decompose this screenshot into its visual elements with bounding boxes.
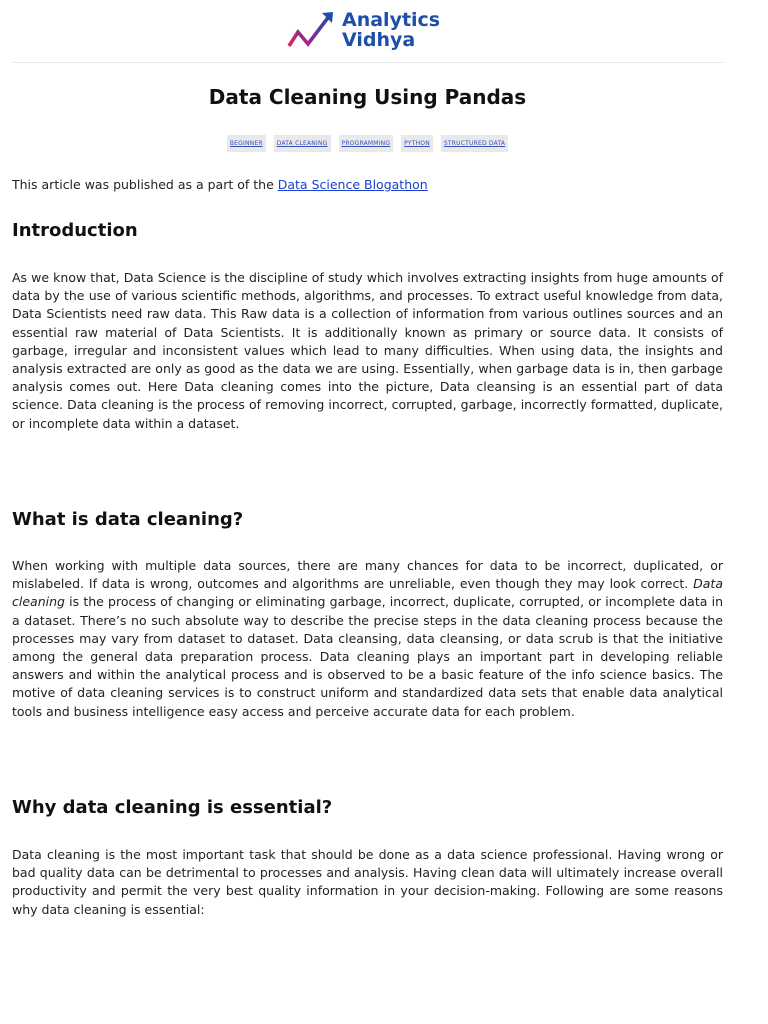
logo-line-2: Vidhya	[342, 29, 416, 51]
paragraph-why-essential: Data cleaning is the most important task that should be done as a data science professional. Having wrong or bad quality data can be detrimental to processes and analysis. Having clean data will ultimately increase overall productivity and permit the very best quality information in your decision-making. Following are some reasons why data cleaning is essential:	[12, 847, 723, 917]
byline	[12, 176, 723, 194]
paragraph-introduction: As we know that, Data Science is the discipline of study which involves extracting insights from huge amounts of data by the use of various scientific methods, algorithms, and processes. To extract useful knowledge from data, Data Scientists need raw data. This Raw data is a collection of information from various outlines sources and an essential raw material of Data Scientists. It is additionally known as primary or source data. It consists of garbage, irregular and inconsistent values which lead to many difficulties. When using data, the insights and analysis extracted are only as good as the data we are using. Essentially, when garbage data is in, then garbage analysis comes out. Here Data cleaning comes into the picture, Data cleansing is an essential part of data science. Data cleaning is the process of removing incorrect, corrupted, garbage, incorrectly formatted, duplicate, or incomplete data within a dataset.	[12, 270, 723, 431]
heading-what-is-data-cleaning: What is data cleaning?	[12, 509, 244, 530]
tag-data-cleaning[interactable]: DATA CLEANING	[274, 135, 331, 152]
paragraph-what-is-data-cleaning	[12, 557, 723, 721]
blogathon-link[interactable]: Data Science Blogathon	[277, 177, 428, 192]
logo-line-1: Analytics	[342, 9, 441, 31]
tag-python[interactable]: PYTHON	[401, 135, 433, 152]
emphasis-data-cleaning: Data cleaning	[12, 576, 723, 610]
paragraph-part-2: is the process of changing or eliminating garbage, incorrect, duplicate, corrupted, or incomplete data in a dataset. There’s no such absolute way to describe the precise steps in the data cleaning process because the processes may vary from dataset to dataset. Data cleansing, data cleansing, or data scrub is that the initiative among the general data preparation process. Data cleaning plays an important part in developing reliable answers and within the analytical process and is observed to be a basic feature of the info science basics. The motive of data cleaning services is to construct uniform and standardized data sets that enable data analytical tools and business intelligence easy access and perceive accurate data for each problem.	[12, 594, 723, 719]
tag-beginner[interactable]: BEGINNER	[227, 135, 266, 152]
tag-list	[0, 135, 735, 152]
site-logo[interactable]	[286, 10, 440, 50]
paragraph-part-1: When working with multiple data sources, there are many chances for data to be incorrect, duplicated, or mislabeled. If data is wrong, outcomes and algorithms are unreliable, even though they may look correct.	[12, 558, 723, 592]
heading-introduction: Introduction	[12, 220, 138, 241]
logo-wordmark	[342, 10, 440, 50]
byline-text: This article was published as a part of the	[12, 177, 278, 192]
header-divider	[12, 62, 723, 63]
heading-why-essential: Why data cleaning is essential?	[12, 797, 333, 818]
tag-structured-data[interactable]: STRUCTURED DATA	[441, 135, 508, 152]
tag-programming[interactable]: PROGRAMMING	[339, 135, 394, 152]
analytics-vidhya-logo-icon	[286, 10, 336, 50]
article-title: Data Cleaning Using Pandas	[208, 85, 527, 109]
